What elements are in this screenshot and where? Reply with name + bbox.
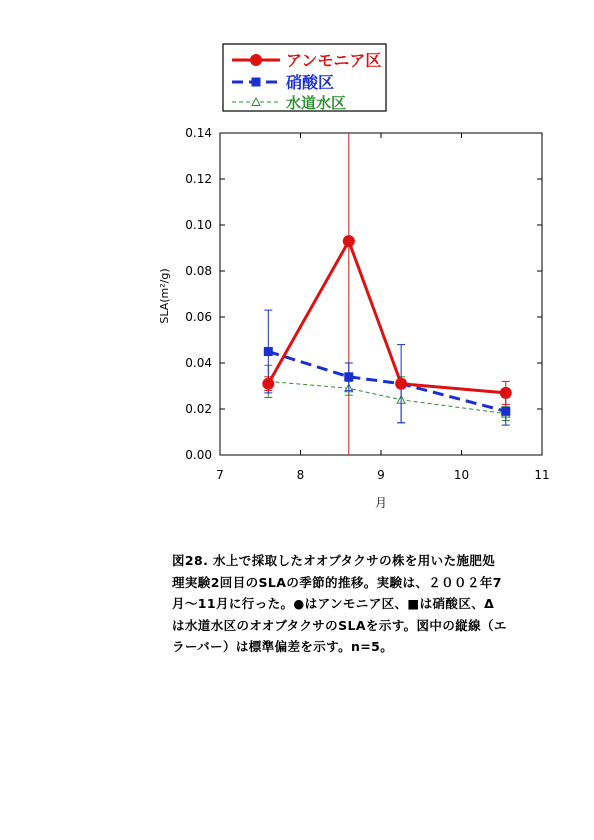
data-point xyxy=(264,347,273,356)
series-line xyxy=(268,381,505,413)
legend-label: 水道水区 xyxy=(286,94,347,112)
data-point xyxy=(344,372,353,381)
legend-label: 硝酸区 xyxy=(286,73,335,92)
x-tick-label: 9 xyxy=(377,468,385,482)
y-tick-label: 0.02 xyxy=(185,402,212,416)
figure-caption xyxy=(172,550,577,658)
y-tick-label: 0.14 xyxy=(185,126,212,140)
caption-line: 月～11月に行った。●はアンモニア区、■は硝酸区、Δ xyxy=(172,596,495,611)
caption-line: ラーバー）は標準偏差を示す。n=5。 xyxy=(172,639,394,654)
data-point xyxy=(262,378,274,390)
x-tick-label: 8 xyxy=(296,468,305,482)
caption-line: 図28. 水上で採取したオオブタクサの株を用いた施肥処 xyxy=(172,553,496,568)
x-axis-label: 月 xyxy=(374,496,388,510)
y-tick-label: 0.06 xyxy=(185,310,212,324)
data-point xyxy=(501,407,510,416)
caption-line: 理実験2回目のSLAの季節的推移。実験は、２００２年7 xyxy=(172,574,502,590)
x-tick-label: 7 xyxy=(216,468,224,482)
legend-label: アンモニア区 xyxy=(286,51,382,70)
x-tick-label: 11 xyxy=(534,468,550,482)
data-point xyxy=(500,387,512,399)
legend-marker xyxy=(250,54,262,66)
y-tick-label: 0.00 xyxy=(185,448,212,462)
series-line xyxy=(268,241,505,393)
caption-line: は水道水区のオオブタクサのSLAを示す。図中の縦線（エ xyxy=(172,617,507,633)
y-tick-label: 0.10 xyxy=(185,218,212,232)
legend xyxy=(223,44,386,112)
y-axis-label: SLA(m²/g) xyxy=(158,268,171,324)
y-tick-label: 0.08 xyxy=(185,264,212,278)
data-point xyxy=(343,235,355,247)
axes-frame xyxy=(220,133,542,455)
legend-marker xyxy=(252,78,261,87)
x-tick-label: 10 xyxy=(453,468,470,482)
series-line xyxy=(268,352,505,412)
data-point xyxy=(395,378,407,390)
y-tick-label: 0.04 xyxy=(185,356,212,370)
y-tick-label: 0.12 xyxy=(185,172,212,186)
plot-area xyxy=(185,126,549,482)
